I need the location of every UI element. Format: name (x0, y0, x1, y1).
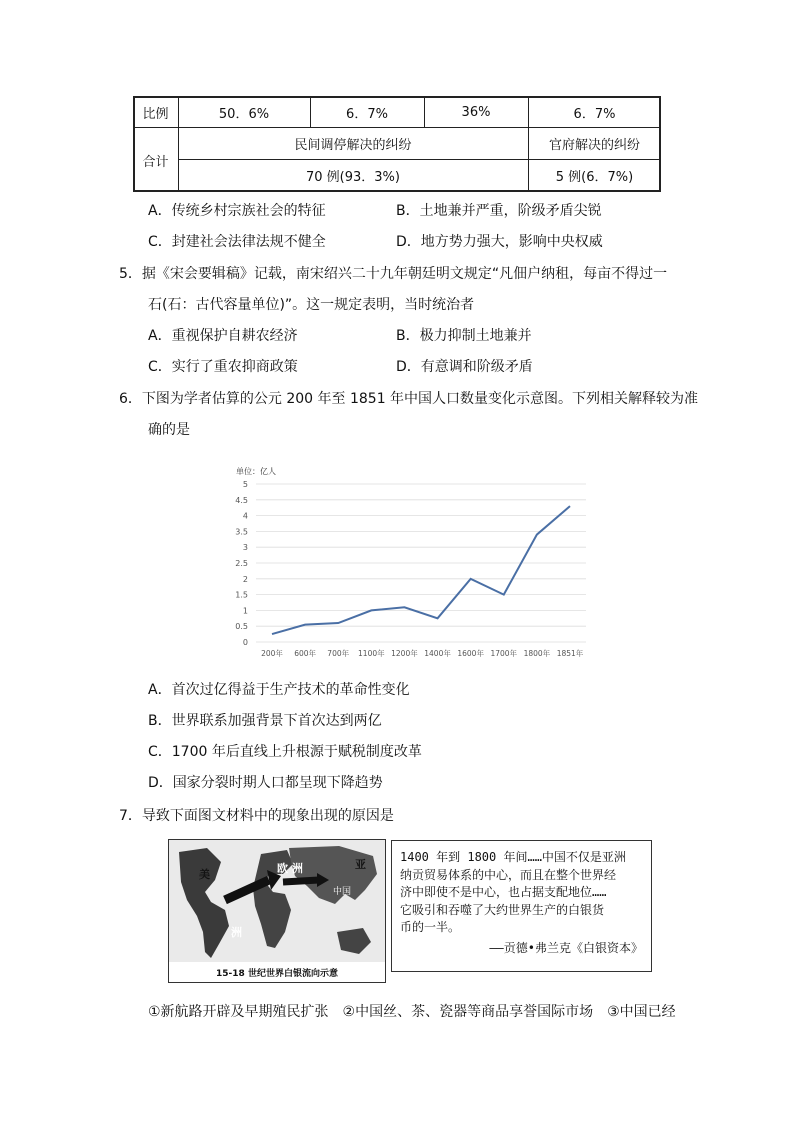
q7-options-line: ①新航路开辟及早期殖民扩张 ②中国丝、茶、瓷器等商品享誉国际市场 ③中国已经 (148, 1004, 676, 1020)
quote-line: 币的一半。 (400, 920, 461, 934)
ratio-cell-3: 36% (461, 104, 491, 120)
y-tick-label: 3 (242, 543, 248, 553)
x-tick-label: 1851年 (556, 649, 584, 658)
q6-option-d: D．国家分裂时期人口都呈现下降趋势 (148, 775, 383, 791)
q5-stem-line2: 石(石：古代容量单位)”。这一规定表明，当时统治者 (148, 297, 475, 313)
quote-source: ——贡德•弗兰克《白银资本》 (489, 940, 643, 955)
y-tick-label: 2.5 (235, 559, 248, 568)
q5-option-d: D．有意调和阶级矛盾 (396, 359, 533, 375)
q6-option-a: A．首次过亿得益于生产技术的革命性变化 (148, 682, 410, 698)
q5-option-c: C．实行了重农抑商政策 (148, 359, 298, 375)
q5-option-b: B．极力抑制土地兼并 (396, 328, 532, 344)
gov-header: 官府解决的纠纷 (548, 138, 640, 153)
y-tick-label: 0.5 (235, 622, 248, 632)
x-tick-label: 1800年 (523, 649, 551, 658)
row-label-ratio: 比例 (142, 106, 169, 122)
map-label-asia: 亚 (355, 858, 366, 871)
x-tick-label: 600年 (294, 649, 317, 658)
map-caption: 15-18 世纪世界白银流向示意 (216, 969, 338, 979)
quote-line: 它吸引和吞噬了大约世界生产的白银货 (400, 902, 605, 917)
dispute-table (133, 96, 661, 192)
quote-line: 济中即使不是中心，也占据支配地位…… (400, 885, 607, 899)
chart-unit-label: 单位：亿人 (236, 467, 276, 476)
q6-stem-line1: 6．下图为学者估算的公元 200 年至 1851 年中国人口数量变化示意图。下列相关解释较为准 (119, 391, 699, 407)
q6-option-b: B．世界联系加强背景下首次达到两亿 (148, 713, 382, 729)
q5-option-a: A．重视保护自耕农经济 (148, 328, 298, 344)
silver-flow-map (168, 839, 386, 983)
q5-stem-line1: 5．据《宋会要辑稿》记载，南宋绍兴二十九年朝廷明文规定“凡佃户纳租，每亩不得过一 (119, 266, 668, 282)
q4-option-a: A．传统乡村宗族社会的特征 (148, 203, 326, 219)
x-tick-label: 1600年 (457, 649, 484, 658)
civil-value: 70 例(93．3%) (306, 169, 400, 185)
map-label-america: 美 (199, 868, 210, 881)
population-series-line (272, 506, 570, 634)
q4-option-d: D．地方势力强大，影响中央权威 (396, 234, 603, 250)
x-tick-label: 1200年 (391, 649, 418, 658)
quote-line: 纳贡贸易体系的中心，而且在整个世界经 (400, 867, 617, 882)
q4-option-c: C．封建社会法律法规不健全 (148, 234, 326, 250)
x-tick-label: 1100年 (358, 649, 385, 658)
x-tick-label: 1400年 (424, 649, 451, 658)
y-tick-label: 4.5 (235, 495, 248, 505)
y-tick-label: 4 (242, 511, 248, 521)
row-label-total: 合计 (142, 154, 169, 170)
q7-stem: 7．导致下面图文材料中的现象出现的原因是 (119, 808, 394, 824)
civil-header: 民间调停解决的纠纷 (294, 138, 412, 153)
q4-option-b: B．土地兼并严重，阶级矛盾尖锐 (396, 203, 602, 219)
x-tick-label: 700年 (327, 649, 350, 658)
q6-stem-line2: 确的是 (148, 422, 190, 438)
y-tick-label: 2 (242, 574, 248, 584)
q6-option-c: C．1700 年后直线上升根源于赋税制度改革 (148, 744, 422, 760)
y-tick-label: 0 (242, 638, 248, 647)
population-line-chart (228, 462, 598, 662)
y-tick-label: 5 (242, 480, 248, 489)
map-label-china: 中国 (333, 887, 352, 897)
ratio-cell-2: 6．7% (346, 106, 388, 122)
map-label-africa: 洲 (231, 926, 242, 939)
y-tick-label: 3.5 (235, 527, 248, 537)
y-tick-label: 1.5 (235, 590, 248, 600)
map-label-europe: 欧 洲 (277, 862, 303, 875)
gov-value: 5 例(6．7%) (555, 169, 634, 185)
x-tick-label: 200年 (261, 649, 283, 658)
ratio-cell-1: 50．6% (218, 106, 270, 122)
ratio-cell-4: 6．7% (573, 106, 616, 122)
quote-box (391, 840, 652, 972)
quote-line: 1400 年到 1800 年间……中国不仅是亚洲 (400, 850, 626, 864)
x-tick-label: 1700年 (490, 649, 518, 658)
y-tick-label: 1 (242, 606, 248, 616)
